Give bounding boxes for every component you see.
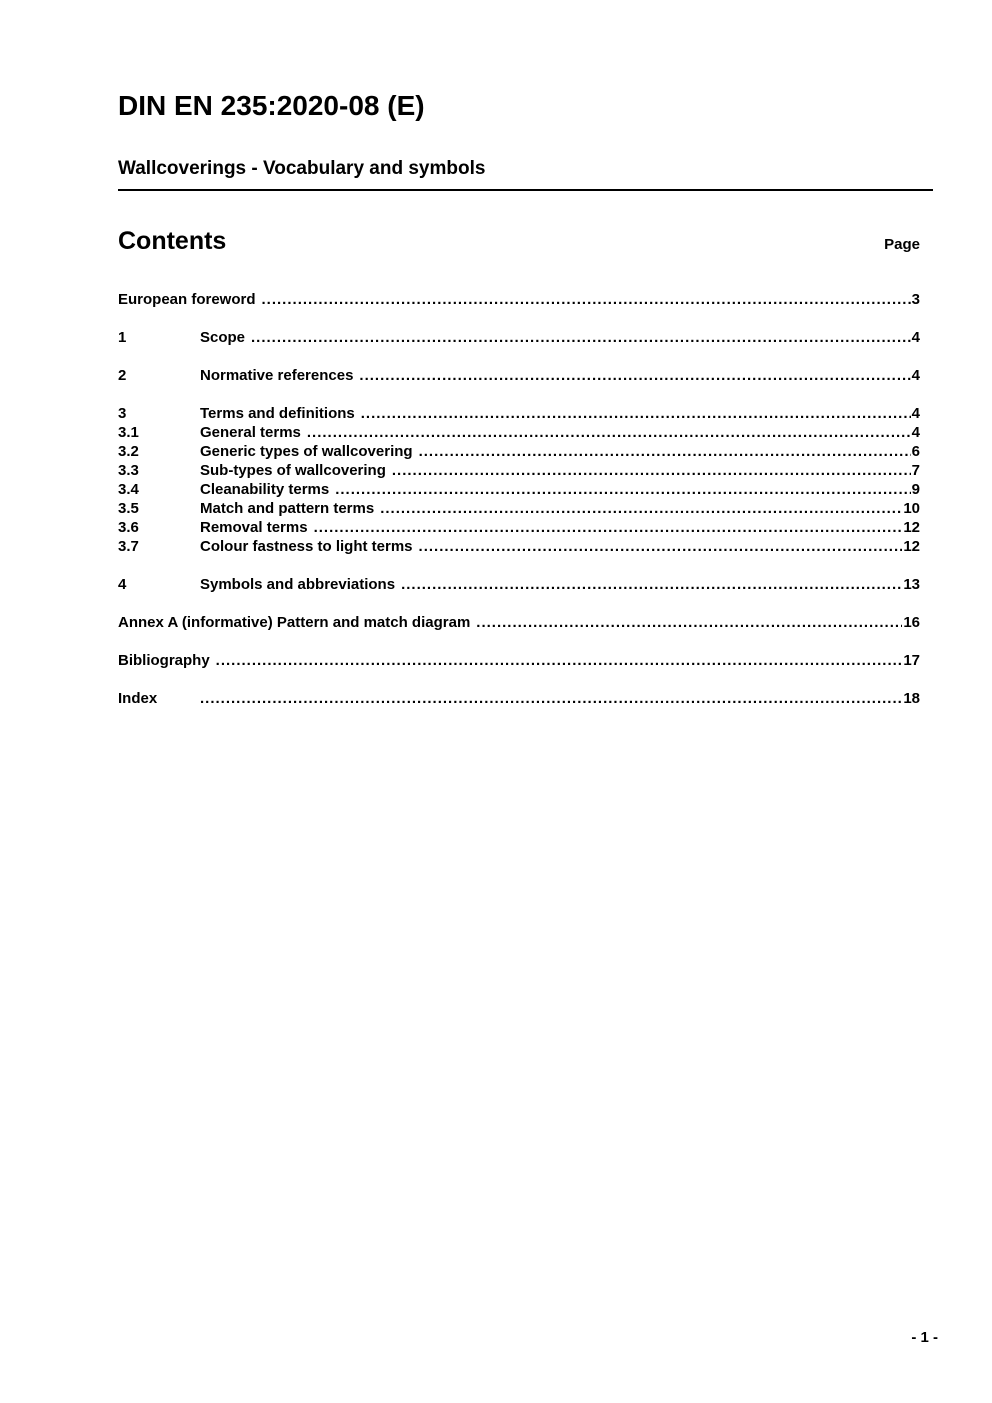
footer-page-number: - 1 -	[911, 1329, 938, 1346]
toc-entry-page-number: 18	[903, 690, 920, 707]
toc-entry-number: 4	[118, 576, 127, 593]
toc-row	[118, 537, 920, 556]
toc-row	[118, 404, 920, 423]
toc-dot-leader	[419, 442, 911, 461]
contents-heading: Contents	[118, 227, 227, 255]
toc-entry-number: 3.6	[118, 519, 139, 536]
toc-entry-number: 3.2	[118, 443, 139, 460]
toc-dot-leader	[359, 366, 910, 385]
toc-row	[118, 499, 920, 518]
toc-dot-leader	[335, 480, 910, 499]
toc-entry-page-number: 3	[911, 291, 920, 308]
toc-dot-leader	[200, 689, 902, 708]
toc-dot-leader	[361, 404, 911, 423]
toc-dot-leader	[251, 328, 911, 347]
document-subtitle-rule	[118, 158, 933, 191]
toc-entry-label: Generic types of wallcovering	[200, 443, 413, 460]
toc-dot-leader	[216, 651, 903, 670]
toc-entry-label: Scope	[200, 329, 246, 346]
toc-entry-page-number: 4	[911, 367, 920, 384]
toc-entry-number: 3.4	[118, 481, 139, 498]
toc-row	[118, 423, 920, 442]
toc-entry-number: 3.7	[118, 538, 139, 555]
toc-entry-number: 2	[118, 367, 127, 384]
toc-entry-page-number: 13	[903, 576, 920, 593]
toc-entry-number: 3.3	[118, 462, 139, 479]
contents-header-row	[118, 227, 920, 256]
toc-row	[118, 575, 920, 594]
toc-entry-label: General terms	[200, 424, 301, 441]
toc-row	[118, 328, 920, 347]
toc-dot-leader	[392, 461, 911, 480]
toc-row	[118, 366, 920, 385]
toc-entry-number: 3.5	[118, 500, 139, 517]
toc-entry-number: 3.1	[118, 424, 139, 441]
toc-entry-label: Cleanability terms	[200, 481, 330, 498]
toc-dot-leader	[476, 613, 902, 632]
toc-entry-label: Terms and definitions	[200, 405, 355, 422]
toc-entry-page-number: 12	[903, 538, 920, 555]
toc-entry-page-number: 17	[903, 652, 920, 669]
toc-dot-leader	[419, 537, 903, 556]
document-subtitle: Wallcoverings - Vocabulary and symbols	[118, 158, 486, 179]
toc-dot-leader	[262, 290, 911, 309]
toc-row	[118, 689, 920, 708]
toc-entry-label: Colour fastness to light terms	[200, 538, 413, 555]
toc-dot-leader	[314, 518, 903, 537]
toc-entry-label: Symbols and abbreviations	[200, 576, 396, 593]
toc-dot-leader	[380, 499, 902, 518]
toc-row	[118, 290, 920, 309]
toc-entry-label: Match and pattern terms	[200, 500, 375, 517]
toc-dot-leader	[401, 575, 902, 594]
toc-entry-page-number: 4	[911, 405, 920, 422]
toc-row	[118, 651, 920, 670]
toc-entry-number: 3	[118, 405, 127, 422]
toc-entry-page-number: 7	[911, 462, 920, 479]
toc-row	[118, 613, 920, 632]
toc-row	[118, 461, 920, 480]
toc-entry-label: European foreword	[118, 291, 256, 308]
toc-entry-label: Index	[118, 690, 158, 707]
toc-dot-leader	[307, 423, 911, 442]
document-title: DIN EN 235:2020-08 (E)	[118, 90, 425, 121]
toc-entry-page-number: 16	[903, 614, 920, 631]
toc-entry-page-number: 4	[911, 329, 920, 346]
toc-row	[118, 518, 920, 537]
toc-entry-page-number: 4	[911, 424, 920, 441]
toc-entry-label: Annex A (informative) Pattern and match diagram	[118, 614, 471, 631]
toc-entry-label: Sub-types of wallcovering	[200, 462, 386, 479]
toc-entry-page-number: 9	[911, 481, 920, 498]
toc-entry-page-number: 12	[903, 519, 920, 536]
toc-row	[118, 480, 920, 499]
toc-entry-number: 1	[118, 329, 127, 346]
toc-entry-page-number: 6	[911, 443, 920, 460]
toc-entry-label: Normative references	[200, 367, 354, 384]
toc-entry-page-number: 10	[903, 500, 920, 517]
table-of-contents	[118, 290, 920, 708]
toc-entry-label: Removal terms	[200, 519, 308, 536]
toc-row	[118, 442, 920, 461]
page-column-label: Page	[884, 236, 920, 253]
toc-entry-label: Bibliography	[118, 652, 210, 669]
